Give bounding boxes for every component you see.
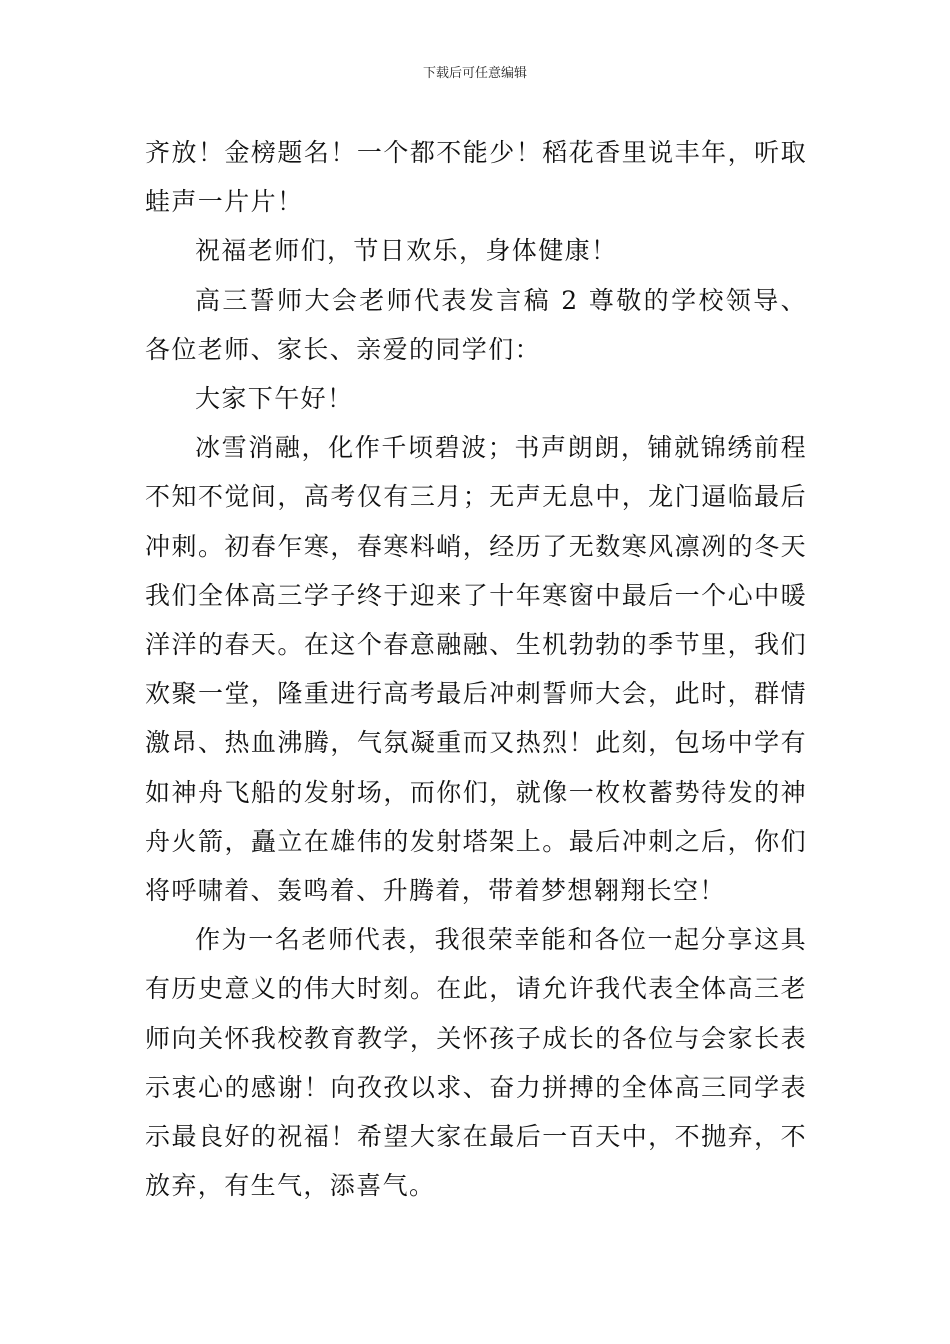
paragraph-greeting: 大家下午好！	[195, 384, 354, 414]
paragraph-speech-title: 高三誓师大会老师代表发言稿 2 尊敬的学校领导、各位老师、家长、亲爱的同学们：	[145, 285, 807, 364]
page-header: 下载后可任意编辑	[422, 66, 527, 81]
paragraph-body-1: 冰雪消融，化作千顷碧波；书声朗朗，铺就锦绣前程不知不觉间，高考仅有三月；无声无息中，龙门逼临最后冲刺。初春乍寒，春寒料峭，经历了无数寒风凛冽的冬天我们全体高三学子终于迎来了十年寒窗中最后一个心中暖洋洋的春天。在这个春意融融、生机勃勃的季节里，我们欢聚一堂，隆重进行高考最后冲刺誓师大会，此时，群情激昂、热血沸腾，气氛凝重而又热烈！此刻，包场中学有如神舟飞船的发射场，而你们，就像一枚枚蓄势待发的神舟火箭，矗立在雄伟的发射塔架上。最后冲刺之后，你们将呼啸着、轰鸣着、升腾着，带着梦想翱翔长空！	[145, 433, 807, 906]
paragraph-blessing: 祝福老师们，节日欢乐，身体健康！	[195, 236, 618, 266]
document-body	[145, 128, 807, 1210]
paragraph-body-2: 作为一名老师代表，我很荣幸能和各位一起分享这具有历史意义的伟大时刻。在此，请允许我代表全体高三老师向关怀我校教育教学，关怀孩子成长的各位与会家长表示衷心的感谢！向孜孜以求、奋力拼搏的全体高三同学表示最良好的祝福！希望大家在最后一百天中，不抛弃，不放弃，有生气，添喜气。	[145, 925, 807, 1201]
paragraph-continued: 齐放！金榜题名！一个都不能少！稻花香里说丰年，听取蛙声一片片！	[145, 138, 807, 217]
